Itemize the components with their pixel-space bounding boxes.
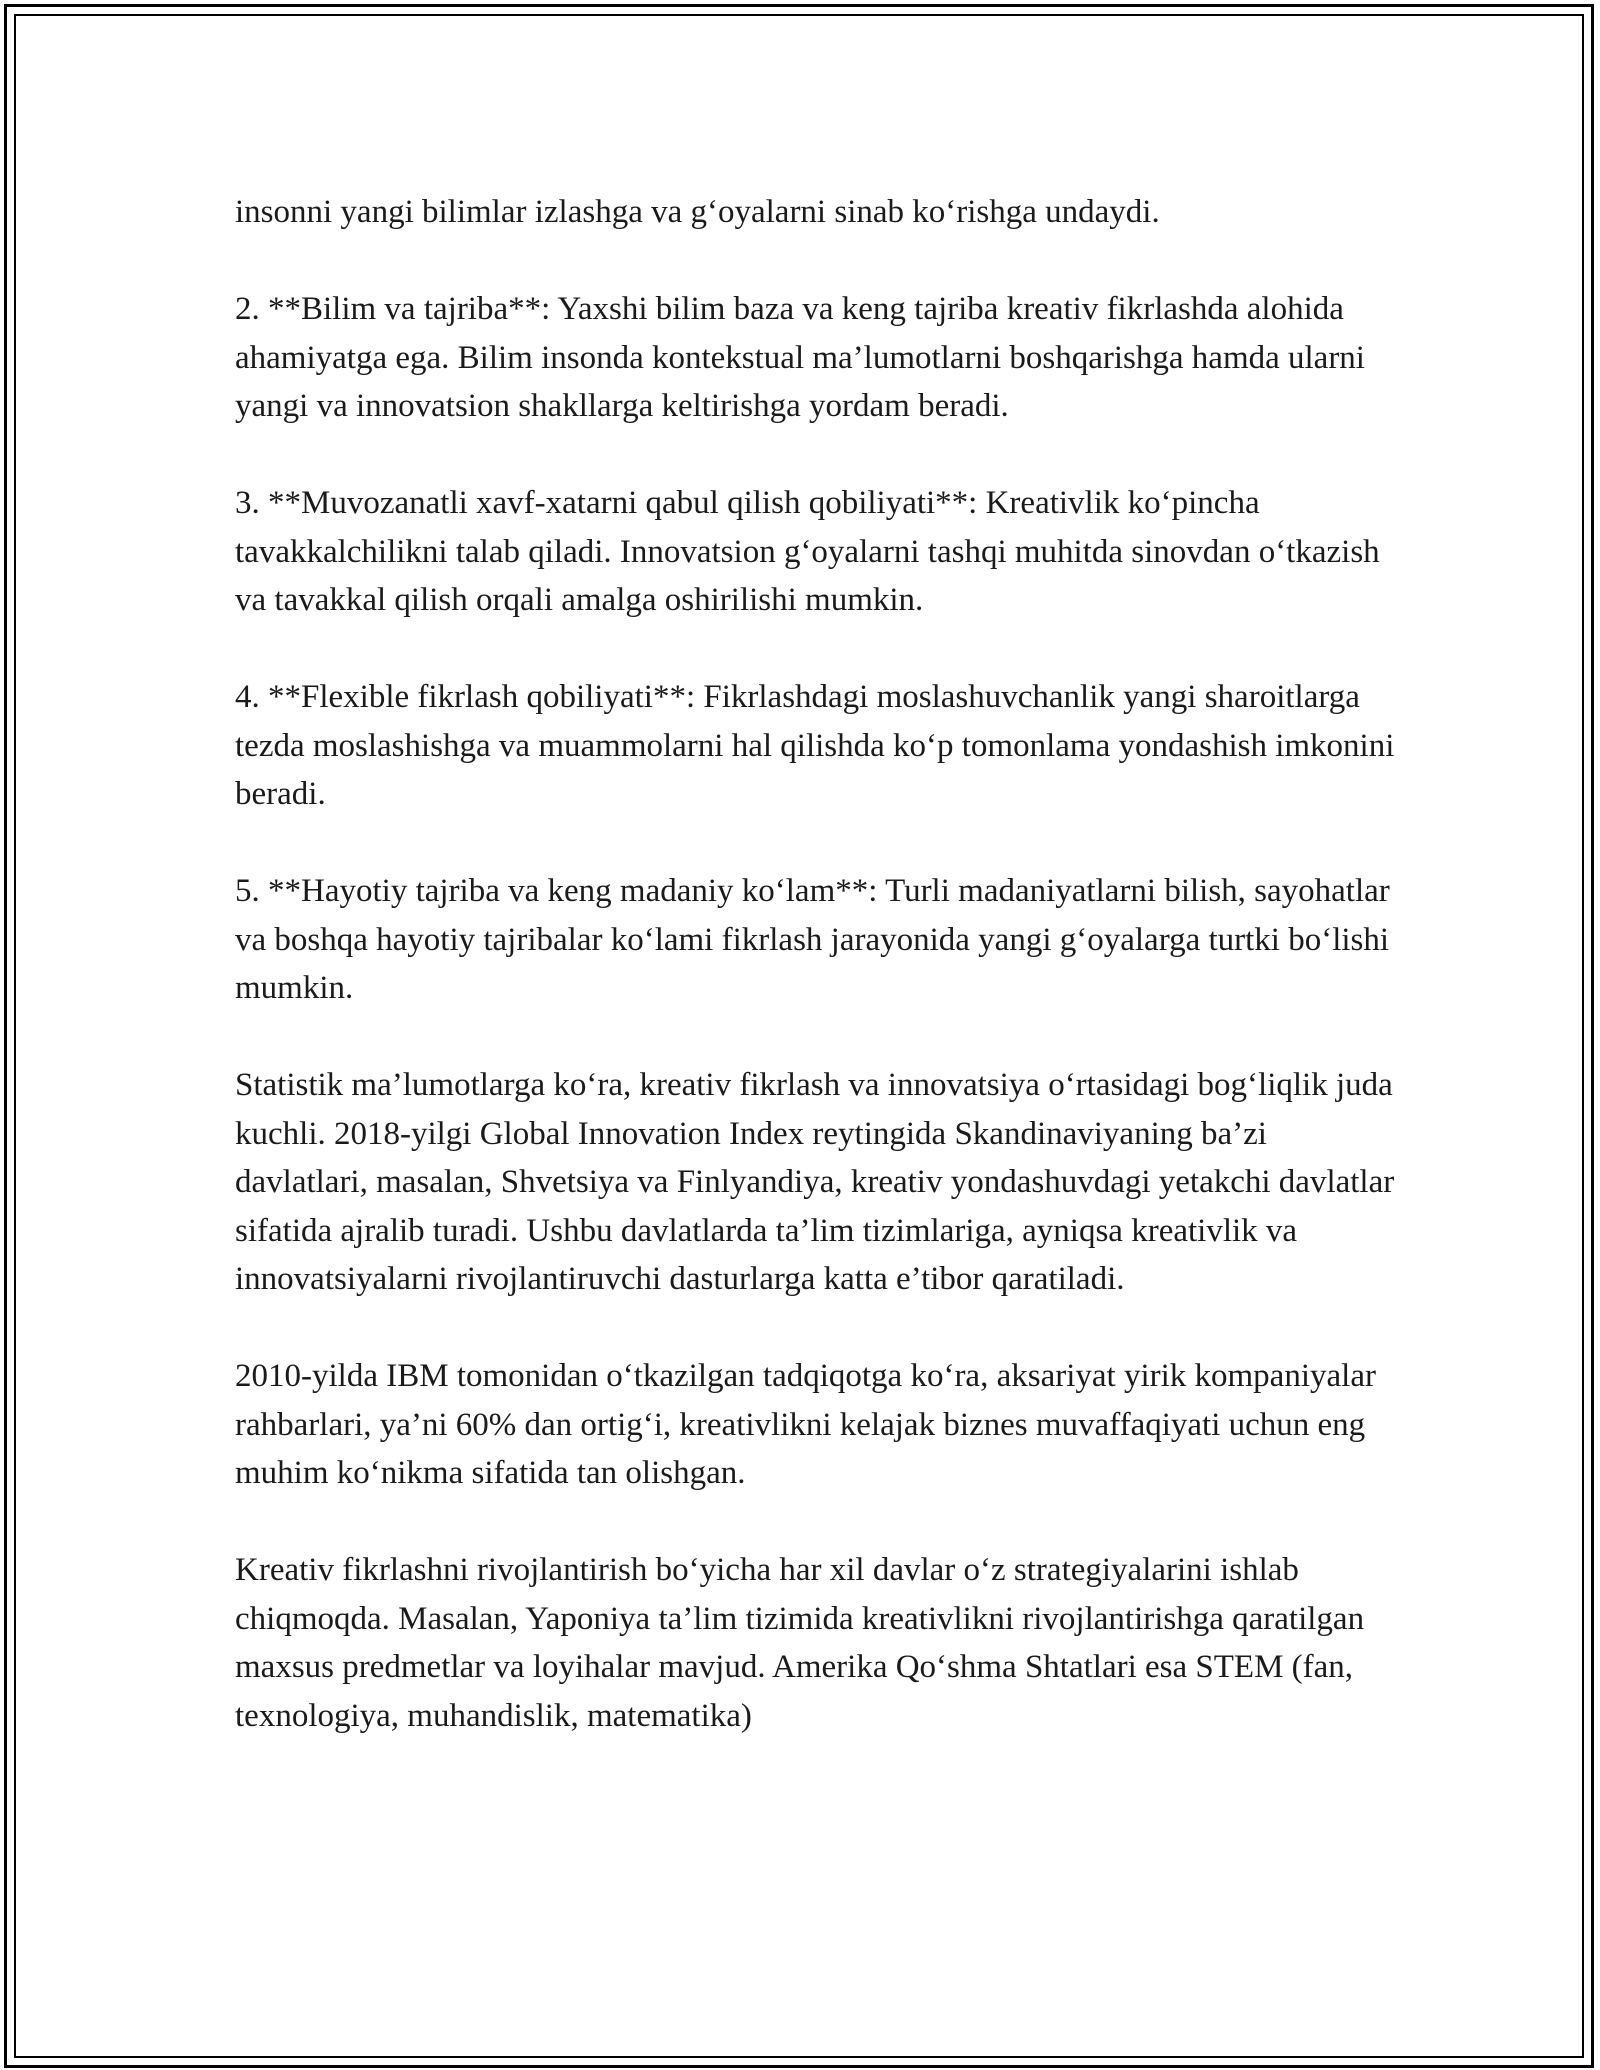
paragraph-continuation: insonni yangi bilimlar izlashga va g‘oyalarni sinab ko‘rishga undaydi. xyxy=(235,194,1160,230)
document-body xyxy=(235,188,1395,1789)
paragraph-item-3: 3. **Muvozanatli xavf-xatarni qabul qilish qobiliyati**: Kreativlik ko‘pincha tavakkalchilikni talab qiladi. Innovatsion g‘oyalarni tashqi muhitda sinovdan o‘tkazish va tavakkal qilish orqali amalga oshirilishi mumkin. xyxy=(235,485,1380,618)
paragraph-ibm-study: 2010-yilda IBM tomonidan o‘tkazilgan tadqiqotga ko‘ra, aksariyat yirik kompaniyalar rahbarlari, ya’ni 60% dan ortig‘i, kreativlikni kelajak biznes muvaffaqiyati uchun eng muhim ko‘nikma sifatida tan olishgan. xyxy=(235,1358,1376,1491)
paragraph-strategies: Kreativ fikrlashni rivojlantirish bo‘yicha har xil davlar o‘z strategiyalarini ishlab chiqmoqda. Masalan, Yaponiya ta’lim tizimida kreativlikni rivojlantirishga qaratilgan maxsus predmetlar va loyihalar mavjud. Amerika Qo‘shma Shtatlari esa STEM (fan, texnologiya, muhandislik, matematika) xyxy=(235,1552,1365,1734)
paragraph-item-2: 2. **Bilim va tajriba**: Yaxshi bilim baza va keng tajriba kreativ fikrlashda alohida ahamiyatga ega. Bilim insonda kontekstual ma’lumotlarni boshqarishga hamda ularni yangi va innovatsion shakllarga keltirishga yordam beradi. xyxy=(235,291,1365,424)
paragraph-item-4: 4. **Flexible fikrlash qobiliyati**: Fikrlashdagi moslashuvchanlik yangi sharoitlarga tezda moslashishga va muammolarni hal qilishda ko‘p tomonlama yondashish imkonini beradi. xyxy=(235,679,1395,812)
paragraph-item-5: 5. **Hayotiy tajriba va keng madaniy ko‘lam**: Turli madaniyatlarni bilish, sayohatlar va boshqa hayotiy tajribalar ko‘lami fikrlash jarayonida yangi g‘oyalarga turtki bo‘lishi mumkin. xyxy=(235,873,1390,1006)
paragraph-statistics: Statistik ma’lumotlarga ko‘ra, kreativ fikrlash va innovatsiya o‘rtasidagi bog‘liqlik juda kuchli. 2018-yilgi Global Innovation Index reytingida Skandinaviyaning ba’zi davlatlari, masalan, Shvetsiya va Finlyandiya, kreativ yondashuvdagi yetakchi davlatlar sifatida ajralib turadi. Ushbu davlatlarda ta’lim tizimlariga, ayniqsa kreativlik va innovatsiyalarni rivojlantiruvchi dasturlarga katta e’tibor qaratiladi. xyxy=(235,1067,1395,1297)
